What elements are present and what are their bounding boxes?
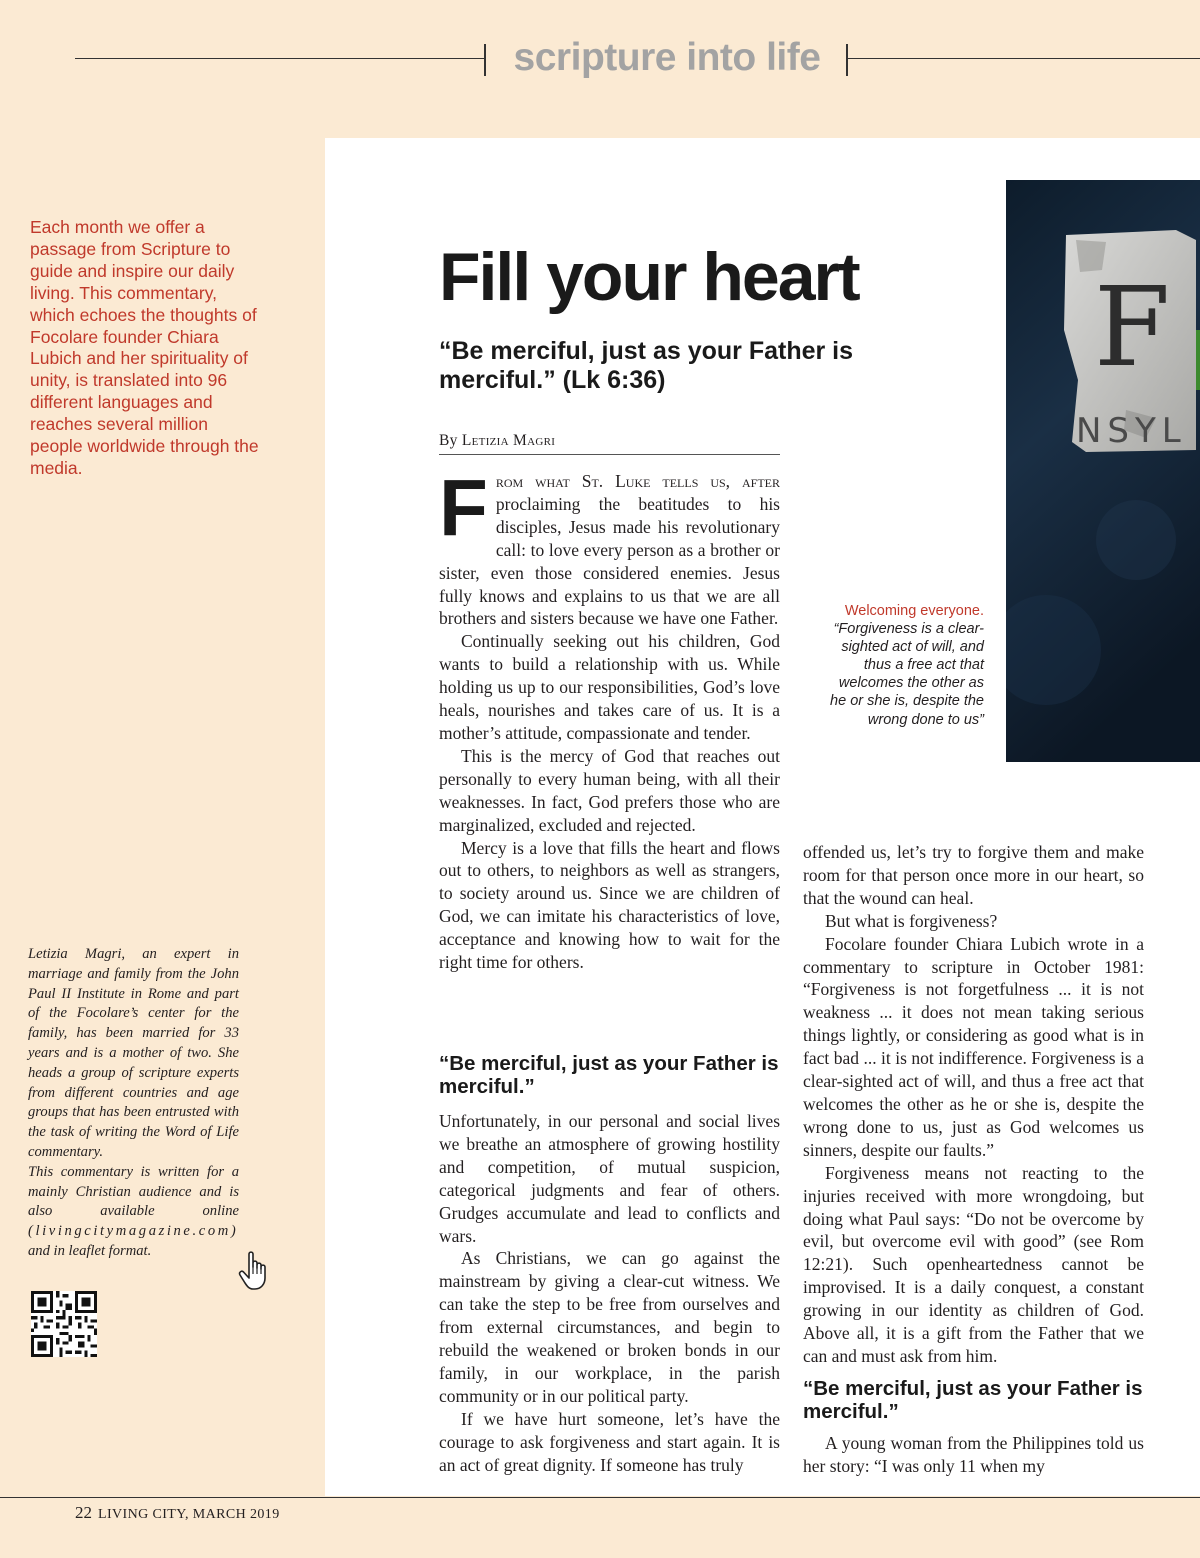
footer-rule [0,1497,1200,1498]
sidebar-intro: Each month we offer a passage from Scripture to guide and inspire our daily living. This commentary, which echoes the thoughts of Focolare founder Chiara Lubich and her spirituality of unity, is translated into 96 different languages and reaches several million people worldwide through the media. [30,217,259,478]
article-subtitle: “Be merciful, just as your Father is merciful.” (Lk 6:36) [439,337,854,394]
column-1 [439,463,780,974]
column-2 [803,841,1144,1368]
byline-rule [439,454,780,455]
subhead-2: “Be merciful, just as your Father is merciful.” [803,1377,1143,1423]
paragraph-7: If we have hurt someone, let’s have the courage to ask forgiveness and start again. It is an act of great dignity. If someone has truly [439,1408,780,1475]
paragraph-1-text: proclaiming the beatitudes to his disciples, Jesus made his revolutionary call: to love every person as a brother or sister, even those considered enemies. Jesus fully knows and explains to us that we are all brothers and sisters because we have one Father. [439,493,780,629]
subhead-1: “Be merciful, just as your Father is merciful.” [439,1052,779,1098]
article-title: Fill your heart [439,239,859,315]
hand-pointer-icon [238,1250,272,1292]
paragraph-11: Forgiveness means not reacting to the injuries received with more wrongdoing, but doing what Paul says: “Do not be overcome by evil, but overcome evil with good” (see Rom 12:21). Such openheartedness cannot be improvised. It is a daily conquest, a constant growing in our identity as children of God. Above all, it is a gift from the Father that we can and must ask from him. [803,1162,1144,1366]
byline-prefix: By [439,432,458,449]
photo-caption [830,602,984,729]
lead-in: rom what St. Luke tells us, after [495,471,780,491]
page-number: 22 [75,1503,92,1522]
author-bio [28,945,239,1262]
qr-code-icon[interactable] [31,1291,97,1357]
page-footer [75,1503,280,1523]
bio-leaflet-note: and in leaflet format. [28,1242,152,1259]
sign-text: NSYL [1076,411,1187,451]
caption-title: Welcoming everyone. [844,603,984,619]
magazine-issue: LIVING CITY, MARCH 2019 [98,1507,280,1522]
paragraph-9: But what is forgiveness? [825,910,998,931]
paragraph-12: A young woman from the Philippines told us her story: “I was only 11 when my [803,1433,1144,1476]
article-photo [1006,180,1200,762]
bio-website-link[interactable]: (livingcitymagazine.com) [28,1223,239,1240]
header-bar-left [484,44,486,76]
byline [439,432,555,450]
byline-author: Letizia Magri [461,432,556,449]
bio-online-note: This commentary is written for a mainly Christian audience and is also available online [28,1163,239,1220]
header-rule-left [75,58,485,59]
bio-text: Letizia Magri, an expert in marriage and family from the John Paul II Institute in Rome and part of the Focolare’s center for the family, has been married for 33 years and is a mother of two. She heads a group of scripture experts from different countries and age groups that has been entrusted with the task of writing the Word of Life commentary. [28,946,239,1160]
paragraph-5: Unfortunately, in our personal and social lives we breathe an atmosphere of growing hostility and competition, of mutual suspicion, categorical judgments and fear of others. Grudges accumulate and lead to conflicts and wars. [439,1111,780,1246]
header-rule-right [848,58,1200,59]
column-2-continued [803,1432,1144,1478]
paragraph-3: This is the mercy of God that reaches out personally to every human being, with all their weaknesses. In fact, God prefers those who are marginalized, excluded and rejected. [439,745,780,835]
drop-cap: F [439,463,488,552]
column-1-continued [439,1110,780,1477]
paragraph-4: Mercy is a love that fills the heart and flows out to others, to neighbors as well as strangers, to society around us. Since we are children of God, we can imitate his characteristics of love, acceptance and knowing how to wait for the right time for others. [439,837,780,973]
caption-text: “Forgiveness is a clear-sighted act of will, and thus a free act that welcomes the other as he or she is, despite the wrong done to us” [830,621,984,728]
paragraph-8: offended us, let’s try to forgive them and make room for that person once more in our heart, so that the wound can heal. [803,842,1144,908]
section-title: scripture into life [513,36,821,79]
sign-letter: F [1094,263,1171,391]
paragraph-6: As Christians, we can go against the mainstream by giving a clear-cut witness. We can take the step to be free from ourselves and from external circumstances, and begin to rebuild the weakened or broken bonds in our family, in our workplace, in the parish community or in our political party. [439,1248,780,1406]
paragraph-1 [439,463,780,630]
header-bar-right [846,44,848,76]
paragraph-10: Focolare founder Chiara Lubich wrote in a commentary to scripture in October 1981: “Forgiveness is not forgetfulness ... it is not weakness ... it does not mean taking serious things lightly, or considering as good what is in fact bad ... it is not indifference. Forgiveness is a clear-sighted act of will, and thus a free act that welcomes the other as he or she is, despite the wrong done to us, just as God welcomes us sinners, despite our faults.” [803,933,1144,1160]
paragraph-2: Continually seeking out his children, God wants to build a relationship with us. While holding us up to our responsibilities, God’s love heals, nourishes and takes care of us. It is a mother’s attitude, compassionate and tender. [439,631,780,743]
